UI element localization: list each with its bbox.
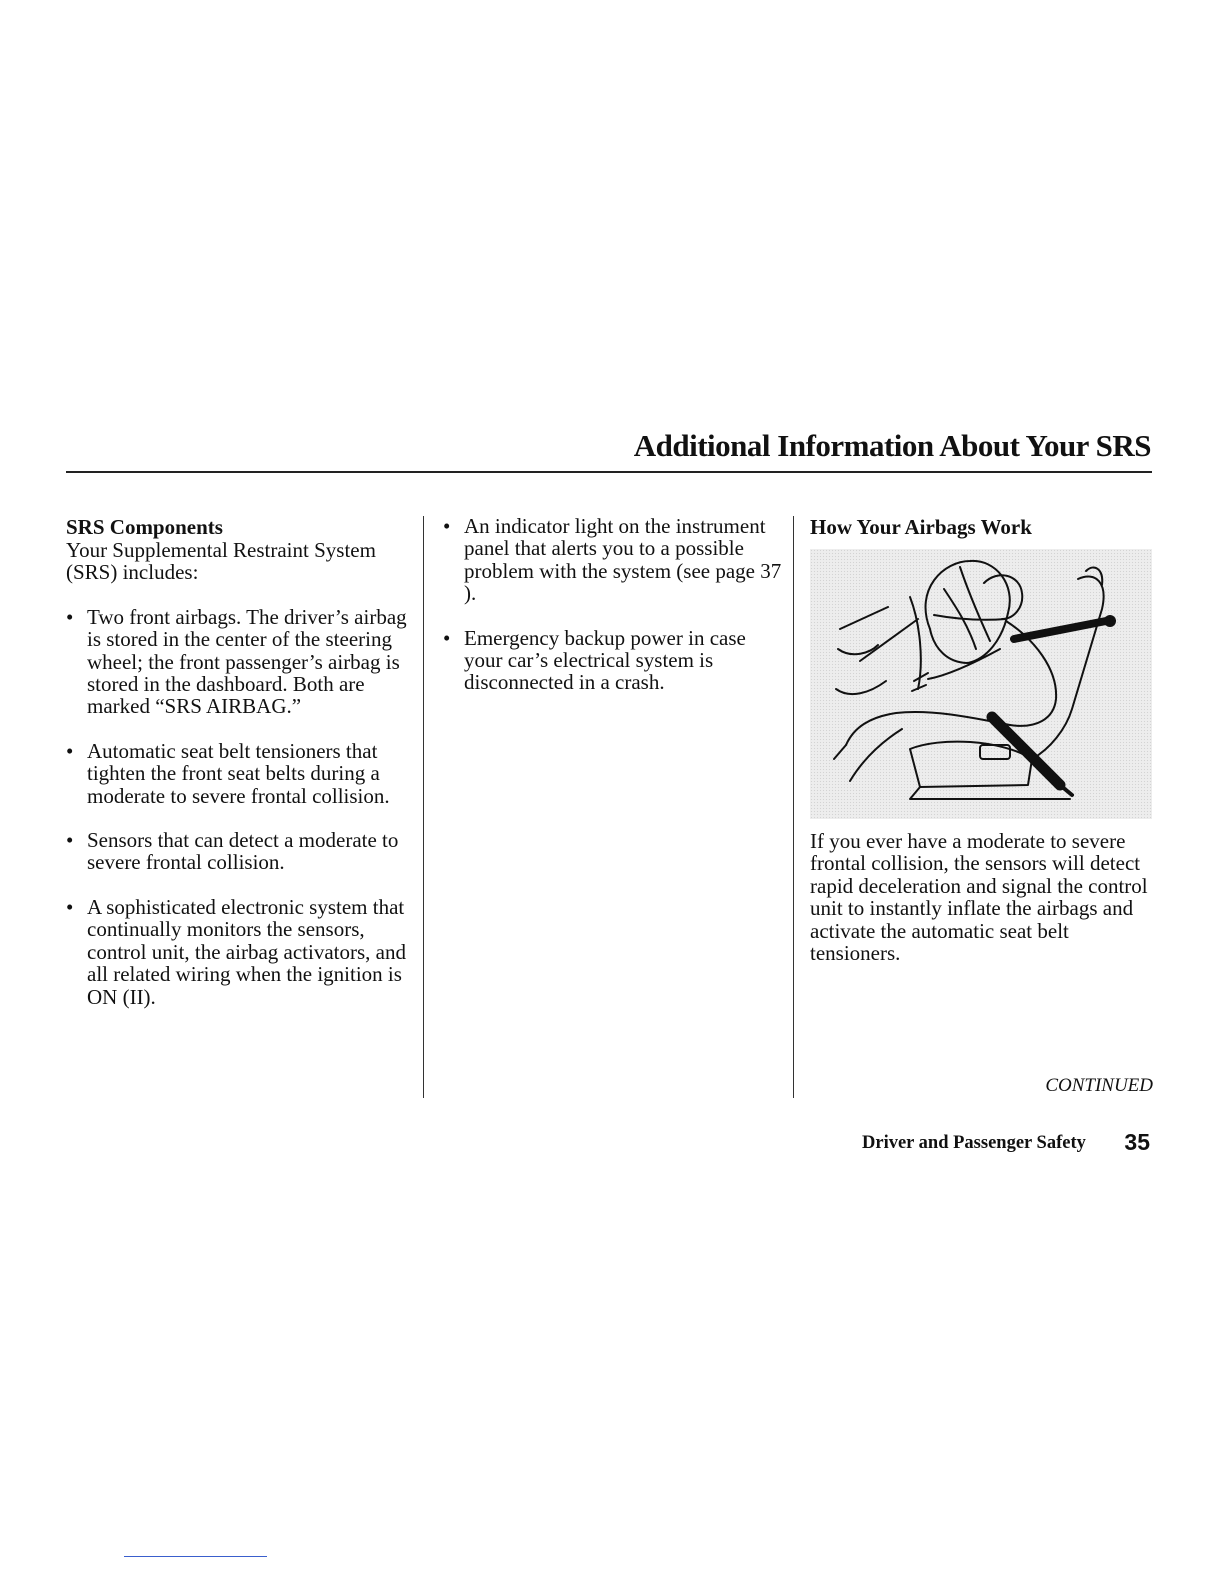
steering-wheel-rim xyxy=(910,597,921,689)
bullet-glyph: • xyxy=(66,604,74,629)
column-divider xyxy=(423,516,424,1098)
belt-anchor xyxy=(1104,615,1116,627)
title-rule xyxy=(66,471,1152,473)
list-item xyxy=(66,606,411,718)
continued-label: CONTINUED xyxy=(1045,1075,1153,1096)
link-underline xyxy=(124,1556,267,1557)
seat-cushion xyxy=(910,742,1032,787)
list-item-text: Automatic seat belt tensioners that tighten the front seat belts during a moderate to severe frontal collision. xyxy=(87,738,390,808)
airbag-deployment-illustration-icon xyxy=(810,549,1152,819)
footer-section-title: Driver and Passenger Safety xyxy=(862,1133,1086,1153)
seat-back xyxy=(1032,577,1104,759)
list-item-text: Sensors that can detect a moderate to severe frontal collision. xyxy=(87,828,399,875)
bullet-glyph: • xyxy=(66,828,74,853)
airbag-illustration-svg xyxy=(810,549,1152,819)
bullet-glyph: • xyxy=(443,625,451,650)
page-number: 35 xyxy=(1124,1129,1150,1155)
seat-belt-shoulder xyxy=(1014,621,1106,639)
occupant-legs xyxy=(846,712,1010,745)
list-item-text: Two front airbags. The driver’s airbag is stored in the center of the steering wheel; the front passenger’s airbag is stored in the dashboard. Both are marked “SRS AIRBAG.” xyxy=(87,604,407,719)
bullet-glyph: • xyxy=(443,514,451,538)
column-srs-components xyxy=(66,515,411,1008)
column-srs-components-continued xyxy=(443,515,788,694)
bullet-glyph: • xyxy=(66,894,74,919)
intro-paragraph: Your Supplemental Restraint System (SRS) includes: xyxy=(66,538,376,585)
occupant-arms xyxy=(912,649,1000,691)
list-item xyxy=(66,740,411,807)
list-item xyxy=(443,627,788,694)
occupant-head xyxy=(984,575,1022,619)
page-title: Additional Information About Your SRS xyxy=(633,428,1151,463)
list-item-text: Emergency backup power in case your car’s electrical system is disconnected in a crash. xyxy=(464,625,746,695)
dashboard-lines xyxy=(836,607,888,694)
list-item-text: An indicator light on the instrument panel that alerts you to a possible problem with the system (see page 37 ). xyxy=(464,514,782,606)
airbag-explanation: If you ever have a moderate to severe frontal collision, the sensors will detect rapid deceleration and signal the control unit to instantly inflate the airbags and activate the automatic seat belt tensioners. xyxy=(810,829,1148,966)
bullet-glyph: • xyxy=(66,738,74,763)
list-item xyxy=(443,515,788,605)
occupant-lower-legs xyxy=(834,729,902,781)
list-item xyxy=(66,896,411,1008)
steering-column xyxy=(860,619,918,661)
seat-belt-lap xyxy=(992,717,1060,785)
airbag-seams xyxy=(934,567,1006,649)
list-item xyxy=(66,829,411,874)
list-item-text: A sophisticated electronic system that continually monitors the sensors, control unit, the airbag activators, and all related wiring when the ignition is ON (II). xyxy=(87,894,406,1009)
section-heading: SRS Components xyxy=(66,515,223,539)
bullet-list xyxy=(443,515,788,694)
column-divider xyxy=(793,516,794,1098)
section-heading: How Your Airbags Work xyxy=(810,515,1032,539)
bullet-list xyxy=(66,606,411,1008)
seat-rail xyxy=(910,787,1070,799)
column-how-airbags-work xyxy=(810,515,1155,539)
